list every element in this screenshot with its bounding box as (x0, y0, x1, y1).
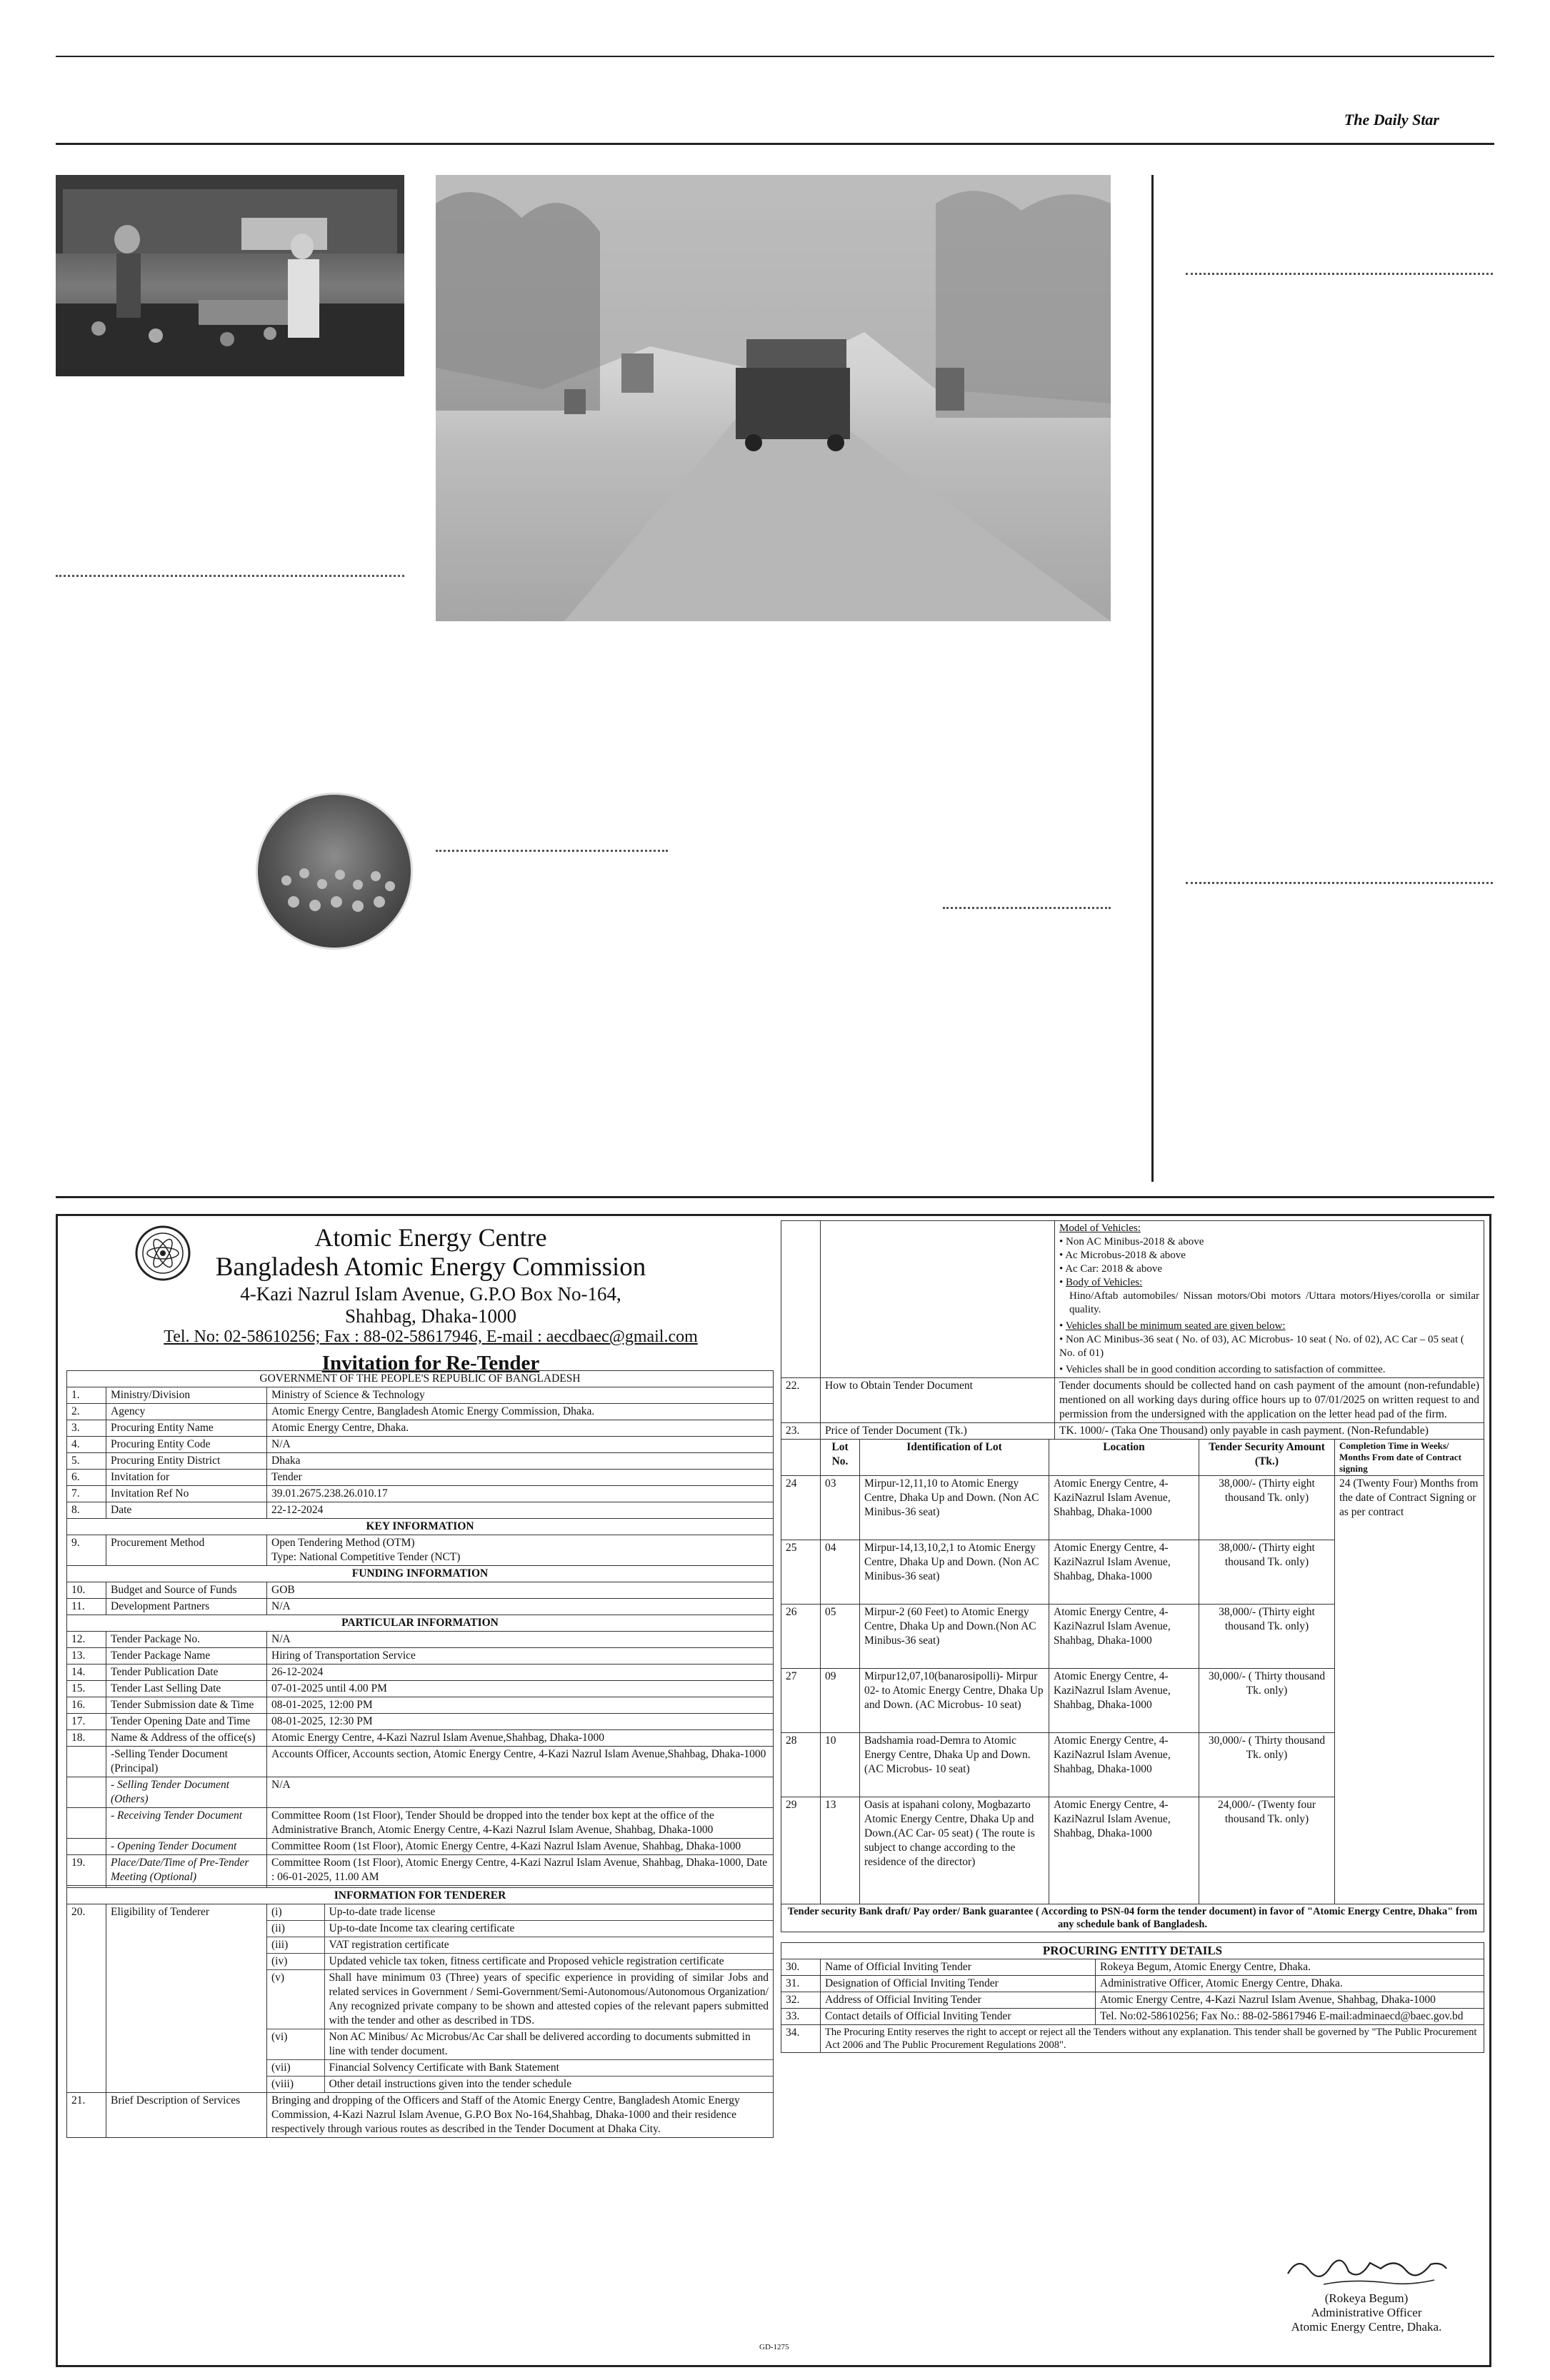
procuring-entity-table (781, 1942, 1484, 2053)
list-item (267, 1970, 773, 2029)
row-label: Procuring Entity Name (106, 1420, 267, 1437)
row-number: 11. (67, 1599, 106, 1615)
header-lot-no: Lot No. (821, 1440, 860, 1476)
row-label: Brief Description of Services (106, 2093, 267, 2138)
row-value: GOB (267, 1582, 774, 1599)
lot-number: 10 (821, 1733, 860, 1797)
invitation-title: Invitation for Re-Tender (321, 1351, 540, 1375)
item-text: Other detail instructions given into the tender schedule (324, 2077, 773, 2093)
lot-identification: Mirpur12,07,10(banarosipolli)- Mirpur 02- to Atomic Energy Centre, Dhaka Up and Down. (AC Microbus- 10 seat) (860, 1669, 1049, 1733)
lot-row (781, 1476, 1484, 1540)
item-text: Non AC Minibus/ Ac Microbus/Ac Car shall be delivered according to documents submitted in line with tender document. (324, 2029, 773, 2060)
table-row (67, 1535, 774, 1566)
item-numeral: (viii) (267, 2077, 324, 2093)
row-value: 22-12-2024 (267, 1502, 774, 1519)
row-value: Accounts Officer, Accounts section, Atomic Energy Centre, 4-Kazi Nazrul Islam Avenue,Shahbag, Dhaka-1000 (267, 1747, 774, 1777)
row-value: Committee Room (1st Floor), Tender Should be dropped into the tender box kept at the office of the Administrative Branch, Atomic Energy Centre, 4-Kazi Nazrul Islam Avenue, Shahbag, Dhaka-1000 (267, 1808, 774, 1839)
header-cell (781, 1440, 821, 1476)
item-numeral: (iii) (267, 1937, 324, 1954)
row-value: Tel. No:02-58610256; Fax No.: 88-02-58617946 E-mail:adminaecd@baec.gov.bd (1096, 2009, 1484, 2025)
list-item: • Non AC Minibus-2018 & above (1059, 1236, 1204, 1247)
table-row (67, 1665, 774, 1681)
row-value: TK. 1000/- (Taka One Thousand) only payable in cash payment. (Non-Refundable) (1055, 1423, 1484, 1440)
table-row (67, 1697, 774, 1714)
row-value: Atomic Energy Centre, 4-Kazi Nazrul Islam Avenue,Shahbag, Dhaka-1000 (267, 1730, 774, 1747)
list-item (267, 2029, 773, 2060)
list-item (267, 1921, 773, 1937)
row-number (67, 1839, 106, 1855)
row-label (821, 1221, 1055, 1378)
table-row (781, 1992, 1484, 2009)
table-row (67, 1437, 774, 1453)
row-value (267, 1535, 774, 1566)
item-text: Up-to-date trade license (324, 1904, 773, 1921)
lot-number: 09 (821, 1669, 860, 1733)
crowd-inset-photo (256, 793, 413, 950)
list-item (267, 1937, 773, 1954)
lot-security: 24,000/- (Twenty four thousand Tk. only) (1199, 1797, 1335, 1904)
row-number: 15. (67, 1681, 106, 1697)
lot-location: Atomic Energy Centre, 4- KaziNazrul Islam Avenue, Shahbag, Dhaka-1000 (1049, 1476, 1199, 1540)
row-number: 7. (67, 1486, 106, 1502)
row-value: Atomic Energy Centre, Bangladesh Atomic Energy Commission, Dhaka. (267, 1404, 774, 1420)
row-value: Atomic Energy Centre, 4-Kazi Nazrul Islam Avenue, Shahbag, Dhaka-1000 (1096, 1992, 1484, 2009)
list-item: • Vehicles shall be minimum seated are given below: (1059, 1320, 1286, 1332)
list-item (267, 2077, 773, 2093)
row-value: Atomic Energy Centre, Dhaka. (267, 1420, 774, 1437)
row-value: 08-01-2025, 12:00 PM (267, 1697, 774, 1714)
row-number: 14. (67, 1665, 106, 1681)
row-number (781, 1221, 821, 1378)
method-line: Open Tendering Method (OTM) (271, 1537, 415, 1549)
table-row (67, 1747, 774, 1777)
baec-emblem-icon (134, 1225, 191, 1282)
row-number: 12. (67, 1632, 106, 1648)
row-value: Rokeya Begum, Atomic Energy Centre, Dhaka. (1096, 1959, 1484, 1976)
item-numeral: (ii) (267, 1921, 324, 1937)
model-item: Non AC Minibus-2018 & above (1066, 1236, 1204, 1247)
lot-security: 38,000/- (Thirty eight thousand Tk. only) (1199, 1605, 1335, 1669)
row-number: 30. (781, 1959, 821, 1976)
signer-org: Atomic Energy Centre, Dhaka. (1291, 2320, 1442, 2334)
row-label: Agency (106, 1404, 267, 1420)
table-row (67, 1730, 774, 1747)
item-text: Financial Solvency Certificate with Bank Statement (324, 2060, 773, 2077)
table-row (67, 1681, 774, 1697)
list-item: • Body of Vehicles: (1059, 1277, 1143, 1288)
row-value: Bringing and dropping of the Officers and Staff of the Atomic Energy Centre, Bangladesh Atomic Energy Commission, 4-Kazi Nazrul Islam Avenue, G.P.O Box No-164,Shahbag, Dhaka-1000 and their residence respectively through various routes as described in the Tender Document at Dhaka City. (267, 2093, 774, 2138)
item-numeral: (i) (267, 1904, 324, 1921)
center-divider-b (943, 907, 1111, 909)
address-line-2: Shahbag, Dhaka-1000 (345, 1305, 516, 1327)
signer-name: (Rokeya Begum) (1324, 2291, 1409, 2305)
type-line: Type: National Competitive Tender (NCT) (271, 1551, 461, 1563)
table-row (67, 1453, 774, 1470)
row-label: Procuring Entity District (106, 1453, 267, 1470)
completion-time: 24 (Twenty Four) Months from the date of Contract Signing or as per contract (1335, 1476, 1484, 1904)
lot-security: 38,000/- (Thirty eight thousand Tk. only) (1199, 1476, 1335, 1540)
center-divider-a (436, 850, 668, 852)
list-item: • Ac Microbus-2018 & above (1059, 1250, 1186, 1261)
row-label: - Opening Tender Document (106, 1839, 267, 1855)
row-number: 18. (67, 1730, 106, 1747)
row-value: 07-01-2025 until 4.00 PM (267, 1681, 774, 1697)
item-numeral: (iv) (267, 1954, 324, 1970)
vehicle-details (1055, 1221, 1484, 1378)
list-item: • Non AC Minibus-36 seat ( No. of 03), AC Microbus- 10 seat ( No. of 02), AC Car – 05 seat ( No. of 01) (1059, 1334, 1464, 1359)
signer-title: Administrative Officer (1311, 2306, 1422, 2319)
ad-left-column (66, 1220, 774, 2363)
row-label: Eligibility of Tenderer (106, 1904, 267, 2093)
row-value: Hiring of Transportation Service (267, 1648, 774, 1665)
model-title: Model of Vehicles: (1059, 1222, 1141, 1234)
row-number: 1. (67, 1387, 106, 1404)
table-row (67, 1470, 774, 1486)
table-row (67, 1582, 774, 1599)
model-item: Ac Car: 2018 & above (1065, 1263, 1162, 1275)
section-heading: FUNDING INFORMATION (67, 1566, 774, 1582)
table-row (781, 1221, 1484, 1378)
tender-info-table-continued (781, 1220, 1484, 1440)
right-column-divider-a (1186, 273, 1493, 275)
row-value: 39.01.2675.238.26.010.17 (267, 1486, 774, 1502)
row-number: 3. (67, 1420, 106, 1437)
list-item: • Ac Car: 2018 & above (1059, 1263, 1162, 1275)
row-label: Procurement Method (106, 1535, 267, 1566)
row-label: Ministry/Division (106, 1387, 267, 1404)
lot-identification: Mirpur-14,13,10,2,1 to Atomic Energy Centre, Dhaka Up and Down. (Non AC Minibus-36 seat) (860, 1540, 1049, 1605)
row-number: 25 (781, 1540, 821, 1605)
column-rule (1151, 175, 1154, 1182)
row-number: 31. (781, 1976, 821, 1992)
row-label: Tender Last Selling Date (106, 1681, 267, 1697)
row-label: Price of Tender Document (Tk.) (821, 1423, 1055, 1440)
row-value: N/A (267, 1599, 774, 1615)
row-value: Tender documents should be collected hand on cash payment of the amount (non-refundable) mentioned on all working days during office hours up to 07/01/2025 on written request to and permission from the undersigned with the application on the letter head pad of the firm. (1055, 1378, 1484, 1423)
row-label: - Selling Tender Document (Others) (106, 1777, 267, 1808)
row-label: - Receiving Tender Document (106, 1808, 267, 1839)
row-number: 26 (781, 1605, 821, 1669)
row-label: Budget and Source of Funds (106, 1582, 267, 1599)
lot-security: 30,000/- ( Thirty thousand Tk. only) (1199, 1733, 1335, 1797)
table-row (781, 1378, 1484, 1423)
item-text: VAT registration certificate (324, 1937, 773, 1954)
row-number: 24 (781, 1476, 821, 1540)
lot-number: 13 (821, 1797, 860, 1904)
lot-security: 38,000/- (Thirty eight thousand Tk. only) (1199, 1540, 1335, 1605)
row-number: 6. (67, 1470, 106, 1486)
gov-header: GOVERNMENT OF THE PEOPLE'S REPUBLIC OF BANGLADESH (67, 1371, 774, 1387)
table-row (67, 1648, 774, 1665)
table-row (781, 1959, 1484, 1976)
table-row (67, 1502, 774, 1519)
table-row (67, 1486, 774, 1502)
row-number: 29 (781, 1797, 821, 1904)
lot-number: 05 (821, 1605, 860, 1669)
row-label: Development Partners (106, 1599, 267, 1615)
row-number: 33. (781, 2009, 821, 2025)
address-line-1: 4-Kazi Nazrul Islam Avenue, G.P.O Box No-164, (240, 1282, 621, 1305)
procuring-title: PROCURING ENTITY DETAILS (781, 1943, 1484, 1959)
row-label: Invitation Ref No (106, 1486, 267, 1502)
row-label: -Selling Tender Document (Principal) (106, 1747, 267, 1777)
table-row (781, 1423, 1484, 1440)
table-row (67, 1808, 774, 1839)
table-row (67, 1404, 774, 1420)
header-completion: Completion Time in Weeks/ Months From date of Contract signing (1335, 1440, 1484, 1476)
model-item: Ac Microbus-2018 & above (1065, 1250, 1186, 1261)
masthead-rule (56, 143, 1494, 145)
left-column-divider (56, 575, 404, 577)
lot-location: Atomic Energy Centre, 4- KaziNazrul Islam Avenue, Shahbag, Dhaka-1000 (1049, 1733, 1199, 1797)
row-number: 21. (67, 2093, 106, 2138)
list-item (267, 1954, 773, 1970)
table-row (67, 1599, 774, 1615)
ad-right-column (781, 1220, 1484, 2363)
row-value: Dhaka (267, 1453, 774, 1470)
table-row (67, 1904, 774, 2093)
top-rule (56, 56, 1494, 57)
row-label: Date (106, 1502, 267, 1519)
table-row (67, 2093, 774, 2138)
lot-number: 03 (821, 1476, 860, 1540)
row-number: 2. (67, 1404, 106, 1420)
lot-location: Atomic Energy Centre, 4- KaziNazrul Islam Avenue, Shahbag, Dhaka-1000 (1049, 1605, 1199, 1669)
body-title: Body of Vehicles: (1066, 1277, 1143, 1288)
lot-location: Atomic Energy Centre, 4- KaziNazrul Islam Avenue, Shahbag, Dhaka-1000 (1049, 1797, 1199, 1904)
table-row (67, 1714, 774, 1730)
row-number: 20. (67, 1904, 106, 2093)
tender-info-table (66, 1370, 774, 2138)
stage-performance-photo (56, 175, 404, 376)
list-item: • Vehicles shall be in good condition according to satisfaction of committee. (1059, 1364, 1386, 1375)
row-label: Invitation for (106, 1470, 267, 1486)
handwritten-signature (1281, 2249, 1452, 2291)
row-value: 08-01-2025, 12:30 PM (267, 1714, 774, 1730)
row-number: 27 (781, 1669, 821, 1733)
row-value: 26-12-2024 (267, 1665, 774, 1681)
dusty-road-photo (436, 175, 1111, 621)
table-row (67, 1632, 774, 1648)
row-value: Committee Room (1st Floor), Atomic Energy Centre, 4-Kazi Nazrul Islam Avenue, Shahbag, Dhaka-1000 (267, 1839, 774, 1855)
row-label: Procuring Entity Code (106, 1437, 267, 1453)
row-value: N/A (267, 1632, 774, 1648)
item-numeral: (vi) (267, 2029, 324, 2060)
lot-table (781, 1439, 1484, 1932)
lot-security: 30,000/- ( Thirty thousand Tk. only) (1199, 1669, 1335, 1733)
lot-identification: Badshamia road-Demra to Atomic Energy Centre, Dhaka Up and Down. (AC Microbus- 10 seat) (860, 1733, 1049, 1797)
row-value: The Procuring Entity reserves the right to accept or reject all the Tenders without any explanation. This tender shall be governed by "The Public Procurement Act 2006 and The Public Procurement Regulations 2008". (821, 2025, 1484, 2053)
section-heading: INFORMATION FOR TENDERER (67, 1888, 774, 1904)
row-label: Tender Publication Date (106, 1665, 267, 1681)
row-number (67, 1777, 106, 1808)
table-row (781, 2025, 1484, 2053)
row-number (67, 1747, 106, 1777)
masthead-logo: The Daily Star (1344, 111, 1439, 129)
lot-header-row (781, 1440, 1484, 1476)
seated-text: Non AC Minibus-36 seat ( No. of 03), AC Microbus- 10 seat ( No. of 02), AC Car – 05 seat ( No. of 01) (1059, 1334, 1464, 1359)
row-number: 8. (67, 1502, 106, 1519)
row-number: 23. (781, 1423, 821, 1440)
security-note: Tender security Bank draft/ Pay order/ Bank guarantee ( According to PSN-04 form the tender document) in favor of "Atomic Energy Centre, Dhaka" from any schedule bank of Bangladesh. (781, 1904, 1484, 1932)
item-numeral: (vii) (267, 2060, 324, 2077)
row-number: 16. (67, 1697, 106, 1714)
row-number: 22. (781, 1378, 821, 1423)
row-number: 5. (67, 1453, 106, 1470)
header-identification: Identification of Lot (860, 1440, 1049, 1476)
row-value: Tender (267, 1470, 774, 1486)
lot-location: Atomic Energy Centre, 4- KaziNazrul Islam Avenue, Shahbag, Dhaka-1000 (1049, 1669, 1199, 1733)
row-label: Name of Official Inviting Tender (821, 1959, 1096, 1976)
row-value: N/A (267, 1437, 774, 1453)
seated-title: Vehicles shall be minimum seated are given below: (1065, 1320, 1286, 1332)
right-column-divider-b (1186, 882, 1493, 884)
section-heading: KEY INFORMATION (67, 1519, 774, 1535)
tender-advertisement (56, 1214, 1491, 2367)
item-text: Updated vehicle tax token, fitness certificate and Proposed vehicle registration certificate (324, 1954, 773, 1970)
contact-line: Tel. No: 02-58610256; Fax : 88-02-58617946, E-mail : aecdbaec@gmail.com (164, 1327, 698, 1347)
lot-identification: Mirpur-2 (60 Feet) to Atomic Energy Centre, Dhaka Up and Down.(Non AC Minibus-36 seat) (860, 1605, 1049, 1669)
ad-code: GD-1275 (759, 2343, 789, 2351)
row-value: Committee Room (1st Floor), Atomic Energy Centre, 4-Kazi Nazrul Islam Avenue, Shahbag, Dhaka-1000, Date : 06-01-2025, 11.00 AM (267, 1855, 774, 1886)
row-number: 10. (67, 1582, 106, 1599)
signature-block (1266, 2249, 1466, 2334)
list-item (267, 2060, 773, 2077)
row-label: How to Obtain Tender Document (821, 1378, 1055, 1423)
table-row (67, 1777, 774, 1808)
header-security: Tender Security Amount (Tk.) (1199, 1440, 1335, 1476)
row-number: 9. (67, 1535, 106, 1566)
table-row (67, 1387, 774, 1404)
row-number: 19. (67, 1855, 106, 1886)
row-number: 28 (781, 1733, 821, 1797)
row-label: Tender Opening Date and Time (106, 1714, 267, 1730)
row-label: Designation of Official Inviting Tender (821, 1976, 1096, 1992)
item-text: Up-to-date Income tax clearing certificate (324, 1921, 773, 1937)
row-value: Administrative Officer, Atomic Energy Centre, Dhaka. (1096, 1976, 1484, 1992)
header-location: Location (1049, 1440, 1199, 1476)
row-number: 32. (781, 1992, 821, 2009)
lot-identification: Mirpur-12,11,10 to Atomic Energy Centre, Dhaka Up and Down. (Non AC Minibus-36 seat) (860, 1476, 1049, 1540)
row-number: 17. (67, 1714, 106, 1730)
table-row (67, 1839, 774, 1855)
row-value: N/A (267, 1777, 774, 1808)
row-label: Address of Official Inviting Tender (821, 1992, 1096, 2009)
row-number: 13. (67, 1648, 106, 1665)
row-label: Tender Package Name (106, 1648, 267, 1665)
row-number: 34. (781, 2025, 821, 2053)
table-row (67, 1420, 774, 1437)
section-rule (56, 1196, 1494, 1198)
row-label: Contact details of Official Inviting Tender (821, 2009, 1096, 2025)
lot-identification: Oasis at ispahani colony, Mogbazarto Atomic Energy Centre, Dhaka Up and Down.(AC Car- 05 seat) ( The route is subject to change according to the residence of the director) (860, 1797, 1049, 1904)
table-row (781, 1976, 1484, 1992)
row-value: Ministry of Science & Technology (267, 1387, 774, 1404)
table-row (781, 2009, 1484, 2025)
commission-name: Bangladesh Atomic Energy Commission (215, 1252, 646, 1282)
table-row (67, 1855, 774, 1886)
lot-location: Atomic Energy Centre, 4- KaziNazrul Islam Avenue, Shahbag, Dhaka-1000 (1049, 1540, 1199, 1605)
ad-header (66, 1220, 774, 1375)
row-number (67, 1808, 106, 1839)
eligibility-list (267, 1904, 774, 2093)
row-label: Name & Address of the office(s) (106, 1730, 267, 1747)
list-item (267, 1904, 773, 1921)
item-numeral: (v) (267, 1970, 324, 2029)
body-text: Hino/Aftab automobiles/ Nissan motors/Obi motors /Uttara motors/Hiyes/corolla or similar quality. (1069, 1290, 1479, 1315)
item-text: Shall have minimum 03 (Three) years of specific experience in providing of similar Jobs and related services in Government / Semi-Government/Semi-Autonomous/Autonomous Organization/ Any recognized private company to be shown and attested copies of the relevant papers submitted with the tender and other as described in TDS. (324, 1970, 773, 2029)
org-name: Atomic Energy Centre (314, 1223, 547, 1252)
row-number: 4. (67, 1437, 106, 1453)
condition-text: Vehicles shall be in good condition according to satisfaction of committee. (1065, 1364, 1386, 1375)
row-label: Place/Date/Time of Pre-Tender Meeting (Optional) (106, 1855, 267, 1886)
section-heading: PARTICULAR INFORMATION (67, 1615, 774, 1632)
lot-number: 04 (821, 1540, 860, 1605)
row-label: Tender Package No. (106, 1632, 267, 1648)
row-label: Tender Submission date & Time (106, 1697, 267, 1714)
